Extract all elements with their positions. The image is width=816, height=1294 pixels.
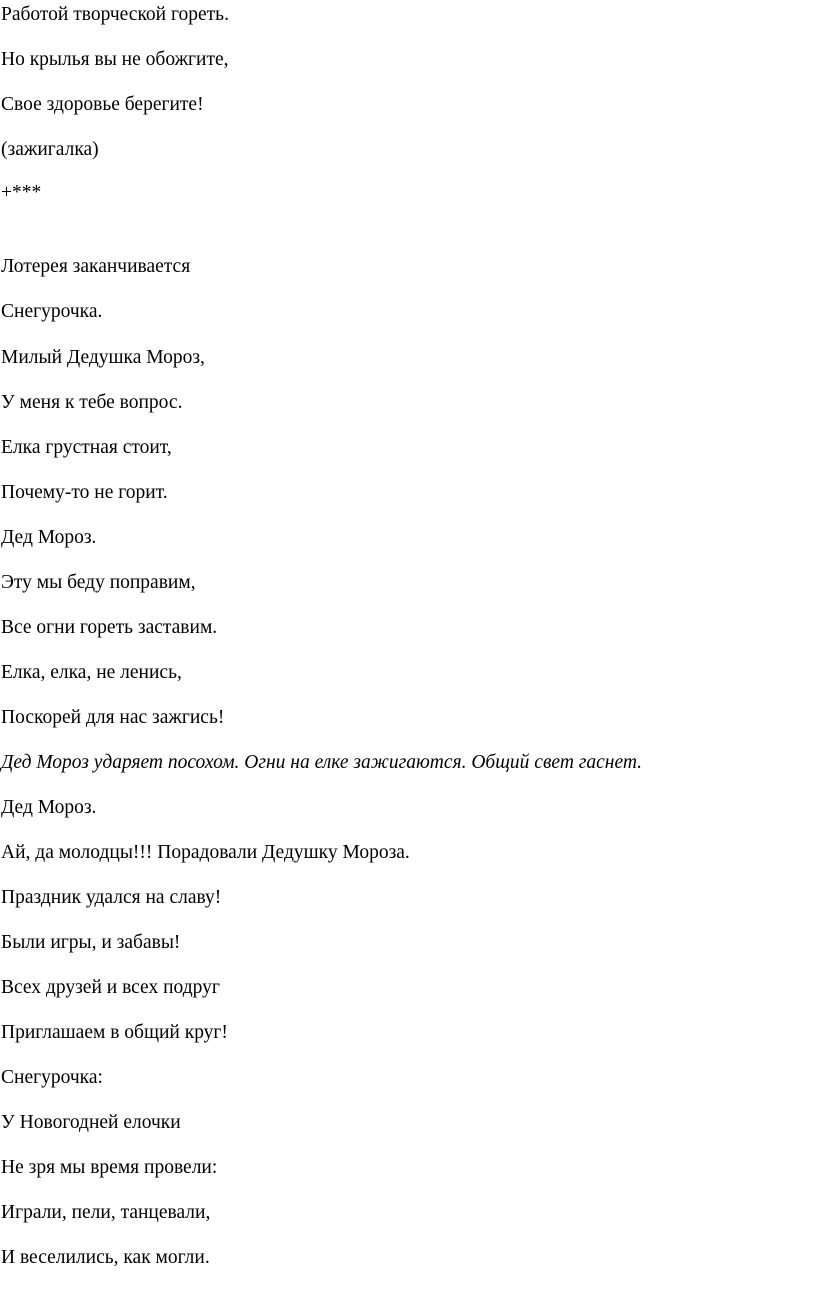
text-line: Работой творческой гореть.	[1, 4, 229, 25]
text-line: Не зря мы время провели:	[1, 1157, 218, 1178]
text-line: Свое здоровье берегите!	[1, 94, 204, 115]
text-line: Ай, да молодцы!!! Порадовали Дедушку Мороза.	[1, 842, 410, 863]
text-line: Елка грустная стоит,	[1, 437, 172, 458]
text-line: Приглашаем в общий круг!	[1, 1022, 228, 1043]
stage-direction: Дед Мороз ударяет посохом. Огни на елке зажигаются. Общий свет гаснет.	[1, 752, 643, 773]
text-line: У Новогодней елочки	[1, 1112, 181, 1133]
text-line: У меня к тебе вопрос.	[1, 392, 183, 413]
text-line: Почему-то не горит.	[1, 482, 168, 503]
text-line: Всех друзей и всех подруг	[1, 977, 220, 998]
text-line: +***	[1, 182, 42, 203]
speaker-line: Дед Мороз.	[1, 797, 97, 818]
text-line: Лотерея заканчивается	[1, 256, 191, 277]
text-line: (зажигалка)	[1, 139, 99, 160]
text-line: Эту мы беду поправим,	[1, 572, 196, 593]
text-line: Праздник удался на славу!	[1, 887, 222, 908]
text-line: Но крылья вы не обожгите,	[1, 49, 229, 70]
speaker-line: Дед Мороз.	[1, 527, 97, 548]
speaker-line: Снегурочка.	[1, 301, 103, 322]
text-line: Были игры, и забавы!	[1, 932, 181, 953]
text-line: И веселились, как могли.	[1, 1247, 210, 1268]
text-line: Все огни гореть заставим.	[1, 617, 218, 638]
text-line: Играли, пели, танцевали,	[1, 1202, 211, 1223]
text-line: Поскорей для нас зажгись!	[1, 707, 225, 728]
speaker-line: Снегурочка:	[1, 1067, 103, 1088]
text-line: Милый Дедушка Мороз,	[1, 347, 205, 368]
text-line: Елка, елка, не ленись,	[1, 662, 182, 683]
